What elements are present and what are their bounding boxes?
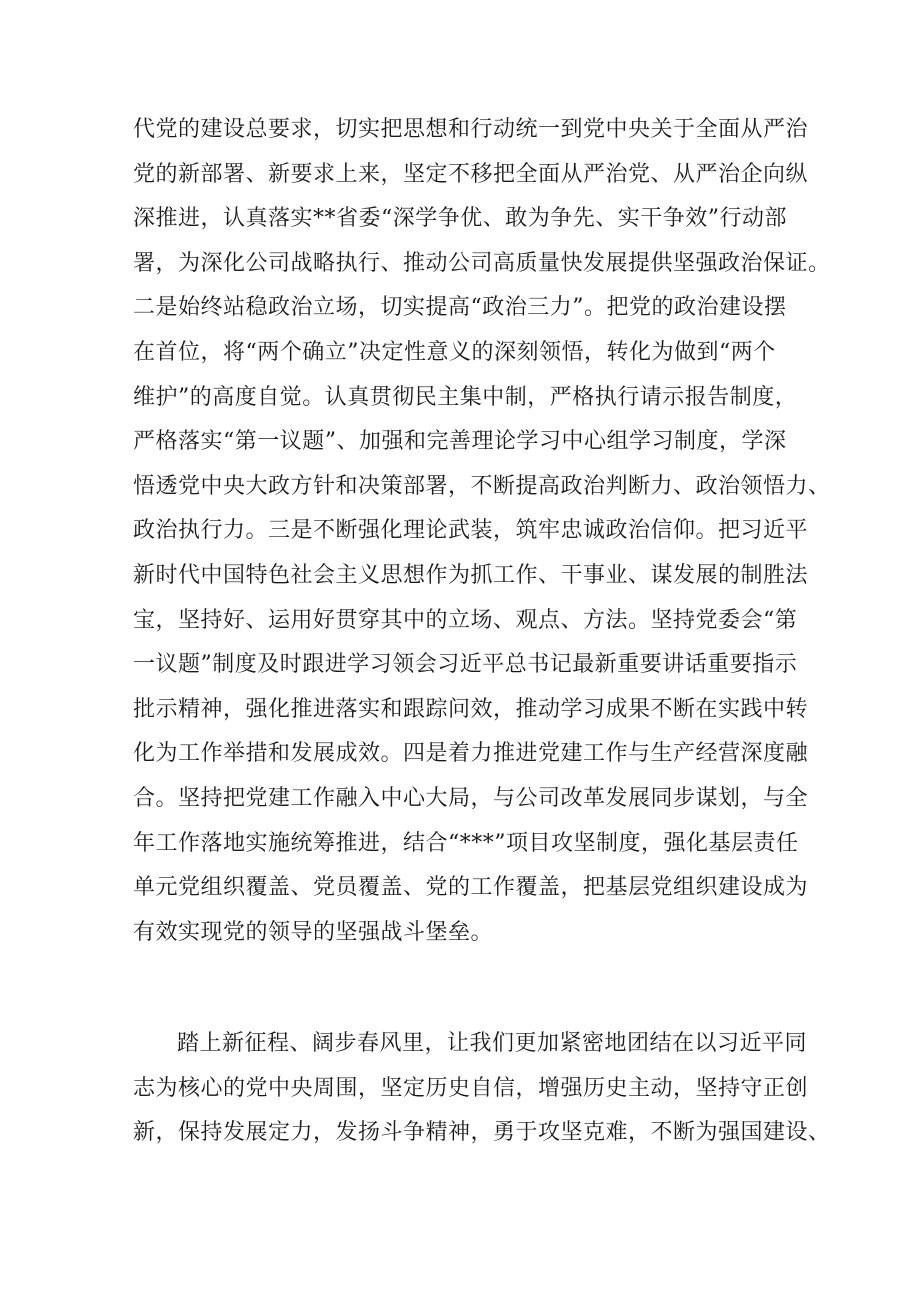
text-line: 一议题”制度及时跟进学习领会习近平总书记最新重要讲话重要指示	[133, 652, 798, 678]
text-line: 新，保持发展定力，发扬斗争精神，勇于攻坚克难，不断为强国建设、	[133, 1120, 831, 1146]
text-line: 政治执行力。三是不断强化理论武装，筑牢忠诚政治信仰。把习近平	[133, 518, 809, 544]
text-line: 有效实现党的领导的坚强战斗堡垒。	[133, 919, 494, 945]
text-line: 代党的建设总要求，切实把思想和行动统一到党中央关于全面从严治	[133, 117, 809, 142]
text-line: 宝，坚持好、运用好贯穿其中的立场、观点、方法。坚持党委会“第	[133, 607, 798, 633]
text-line: 署，为深化公司战略执行、推动公司高质量快发展提供坚强政治保证。	[133, 250, 831, 276]
text-line: 维护”的高度自觉。认真贯彻民主集中制，严格执行请示报告制度，	[133, 384, 798, 410]
text-line: 在首位，将“两个确立”决定性意义的深刻领悟，转化为做到“两个	[133, 339, 776, 365]
text-line: 化为工作举措和发展成效。四是着力推进党建工作与生产经营深度融	[133, 741, 809, 767]
text-line: 严格落实“第一议题”、加强和完善理论学习中心组学习制度，学深	[133, 429, 787, 455]
text-line: 年工作落地实施统筹推进，结合“***”项目攻坚制度，强化基层责任	[133, 830, 799, 856]
text-line: 悟透党中央大政方针和决策部署，不断提高政治判断力、政治领悟力、	[133, 473, 831, 499]
text-line: 二是始终站稳政治立场，切实提高“政治三力”。把党的政治建设摆	[133, 295, 787, 321]
text-line: 合。坚持把党建工作融入中心大局，与公司改革发展同步谋划，与全	[133, 785, 809, 811]
text-line: 批示精神，强化推进落实和跟踪问效，推动学习成果不断在实践中转	[133, 696, 809, 722]
text-line: 党的新部署、新要求上来，坚定不移把全面从严治党、从严治企向纵	[133, 161, 809, 187]
body-paragraph-2	[133, 1022, 831, 1156]
text-line: 志为核心的党中央周围，坚定历史自信，增强历史主动，坚持守正创	[133, 1075, 809, 1101]
text-line: 单元党组织覆盖、党员覆盖、党的工作覆盖，把基层党组织建设成为	[133, 875, 809, 901]
text-line: 踏上新征程、阔步春风里，让我们更加紧密地团结在以习近平同	[177, 1031, 808, 1056]
body-paragraph-1	[133, 108, 831, 955]
text-line: 深推进，认真落实**省委“深学争优、敢为争先、实干争效”行动部	[133, 206, 787, 232]
text-line: 新时代中国特色社会主义思想作为抓工作、干事业、谋发展的制胜法	[133, 562, 809, 588]
